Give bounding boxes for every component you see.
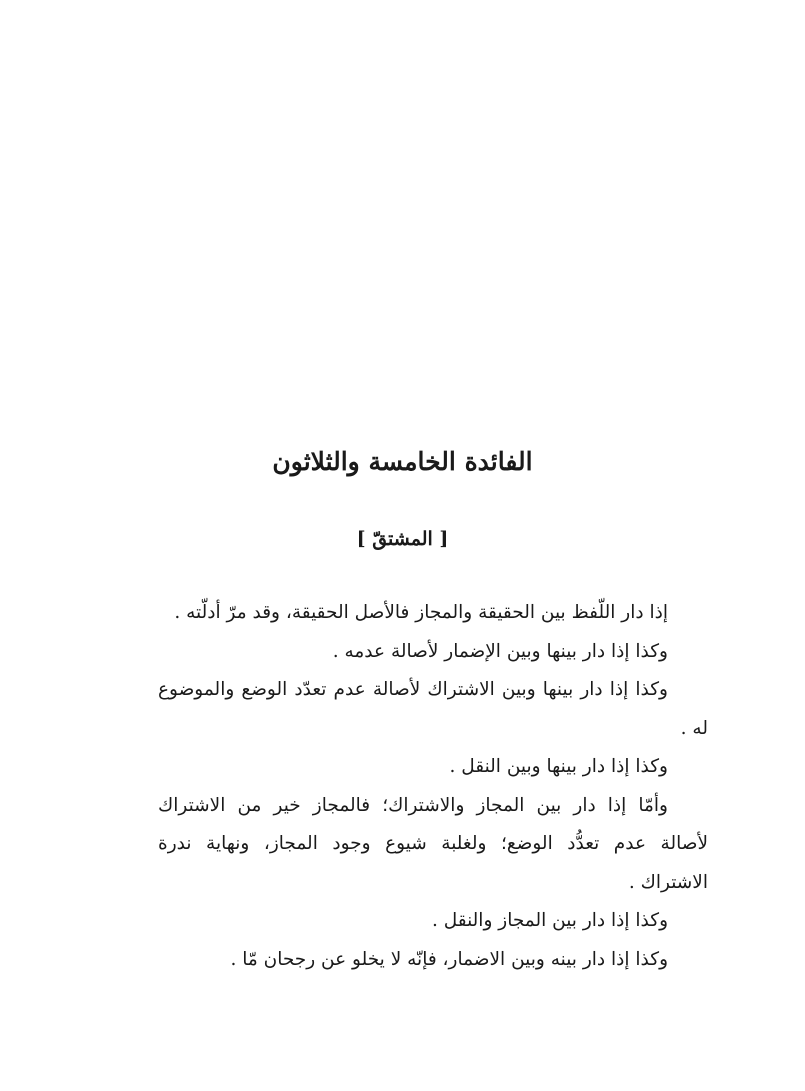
paragraph-3-line-1: وكذا إذا دار بينها وبين الاشتراك لأصالة عدم تعدّد الوضع والموضوع [158, 679, 668, 700]
body-text [158, 594, 708, 979]
paragraph-7-line-1: وكذا إذا دار بينه وبين الاضمار، فإنّه لا يخلو عن رجحان مّا . [230, 948, 668, 970]
chapter-title: الفائدة الخامسة والثلاثون [272, 447, 533, 476]
paragraph-6-line-1: وكذا إذا دار بين المجاز والنقل . [431, 910, 668, 931]
paragraph-1-line-1: إذا دار اللّفظ بين الحقيقة والمجاز فالأصل الحقيقة، وقد مرّ أدلّته . [174, 602, 668, 623]
paragraph-2-line-1: وكذا إذا دار بينها وبين الإضمار لأصالة عدمه . [332, 640, 668, 662]
section-subtitle: [ المشتقّ ] [356, 528, 449, 550]
paragraph-3-line-2: له . [680, 717, 708, 739]
paragraph-5-line-1: وأمّا إذا دار بين المجاز والاشتراك؛ فالمجاز خير من الاشتراك [158, 794, 668, 816]
paragraph-5-line-2: لأصالة عدم تعدُّد الوضع؛ ولغلبة شيوع وجود المجاز، ونهاية ندرة [158, 833, 708, 854]
paragraph-5-line-3: الاشتراك . [628, 871, 708, 893]
paragraph-4-line-1: وكذا إذا دار بينها وبين النقل . [449, 756, 668, 777]
